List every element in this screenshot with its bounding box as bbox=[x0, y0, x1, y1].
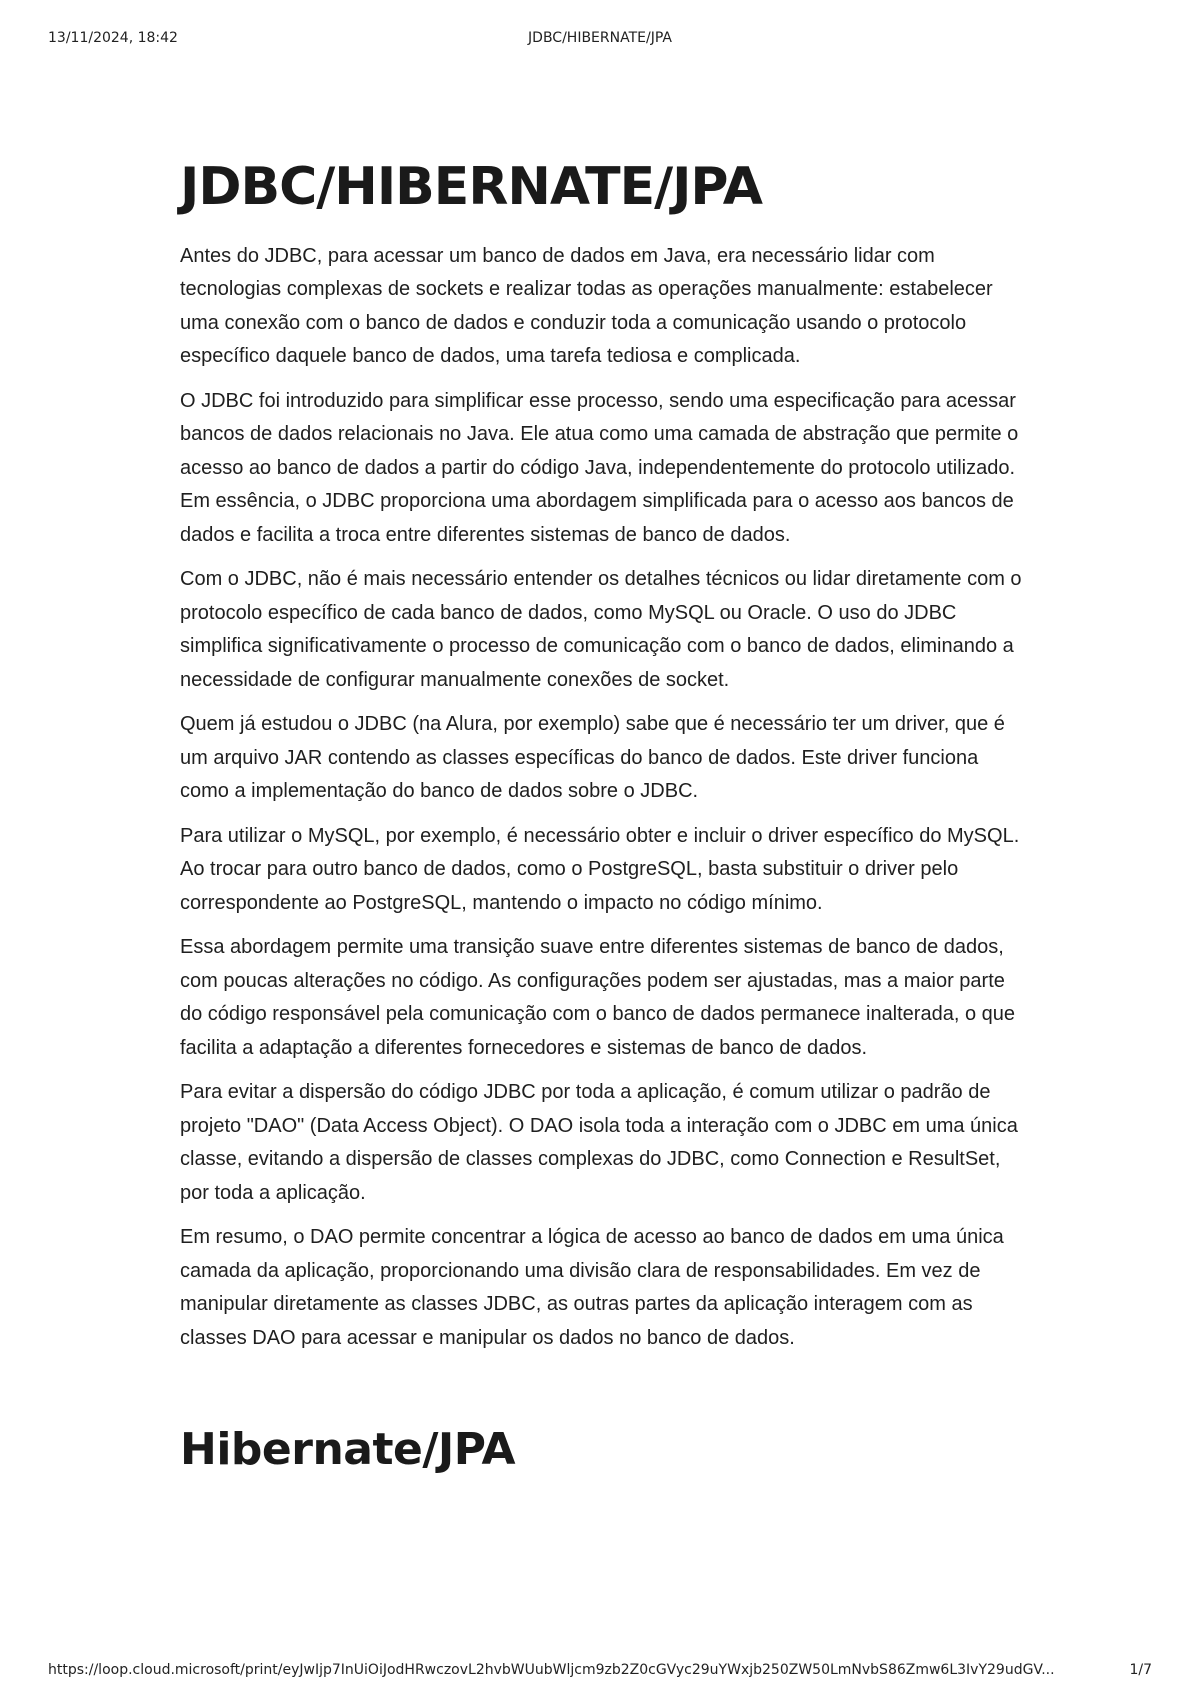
print-footer bbox=[48, 1662, 1152, 1682]
paragraph: Com o JDBC, não é mais necessário entender os detalhes técnicos ou lidar diretamente com o protocolo específico de cada banco de dados, como MySQL ou Oracle. O uso do JDBC simplifica significativamente o processo de comunicação com o banco de dados, eliminando a necessidade de configurar manualmente conexões de socket. bbox=[180, 568, 1022, 691]
paragraph: Para evitar a dispersão do código JDBC por toda a aplicação, é comum utilizar o padrão de projeto "DAO" (Data Access Object). O DAO isola toda a interação com o JDBC em uma única classe, evitando a dispersão de classes complexas do JDBC, como Connection e ResultSet, por toda a aplicação. bbox=[180, 1081, 1018, 1204]
paragraph: Quem já estudou o JDBC (na Alura, por exemplo) sabe que é necessário ter um driver, que é um arquivo JAR contendo as classes específicas do banco de dados. Este driver funciona como a implementação do banco de dados sobre o JDBC. bbox=[180, 713, 1005, 803]
paragraph: Antes do JDBC, para acessar um banco de dados em Java, era necessário lidar com tecnologias complexas de sockets e realizar todas as operações manualmente: estabelecer uma conexão com o banco de dados e conduzir toda a comunicação usando o protocolo específico daquele banco de dados, uma tarefa tediosa e complicada. bbox=[180, 244, 993, 368]
print-datetime: 13/11/2024, 18:42 bbox=[48, 30, 178, 46]
print-header bbox=[48, 30, 1152, 50]
document-body bbox=[180, 158, 1030, 1476]
page-number: 1/7 bbox=[1129, 1662, 1152, 1678]
document-title: JDBC/HIBERNATE/JPA bbox=[180, 157, 763, 217]
print-header-title: JDBC/HIBERNATE/JPA bbox=[528, 30, 672, 46]
print-url: https://loop.cloud.microsoft/print/eyJwIjp7InUiOiJodHRwczovL2hvbWUubWljcm9zb2Z0cGVyc29uYWxjb250ZW50LmNvbS86Zmw6L3IvY29udGV... bbox=[48, 1662, 1055, 1678]
paragraph: Em resumo, o DAO permite concentrar a lógica de acesso ao banco de dados em uma única camada da aplicação, proporcionando uma divisão clara de responsabilidades. Em vez de manipular diretamente as classes JDBC, as outras partes da aplicação interagem com as classes DAO para acessar e manipular os dados no banco de dados. bbox=[180, 1226, 1004, 1349]
paragraph: O JDBC foi introduzido para simplificar esse processo, sendo uma especificação para acessar bancos de dados relacionais no Java. Ele atua como uma camada de abstração que permite o acesso ao banco de dados a partir do código Java, independentemente do protocolo utilizado. Em essência, o JDBC proporciona uma abordagem simplificada para o acesso aos bancos de dados e facilita a troca entre diferentes sistemas de banco de dados. bbox=[180, 389, 1019, 546]
paragraph: Essa abordagem permite uma transição suave entre diferentes sistemas de banco de dados, com poucas alterações no código. As configurações podem ser ajustadas, mas a maior parte do código responsável pela comunicação com o banco de dados permanece inalterada, o que facilita a adaptação a diferentes fornecedores e sistemas de banco de dados. bbox=[180, 936, 1015, 1059]
section-heading: Hibernate/JPA bbox=[180, 1424, 516, 1476]
paragraph: Para utilizar o MySQL, por exemplo, é necessário obter e incluir o driver específico do MySQL. Ao trocar para outro banco de dados, como o PostgreSQL, basta substituir o driver pelo correspondente ao PostgreSQL, mantendo o impacto no código mínimo. bbox=[180, 824, 1020, 914]
